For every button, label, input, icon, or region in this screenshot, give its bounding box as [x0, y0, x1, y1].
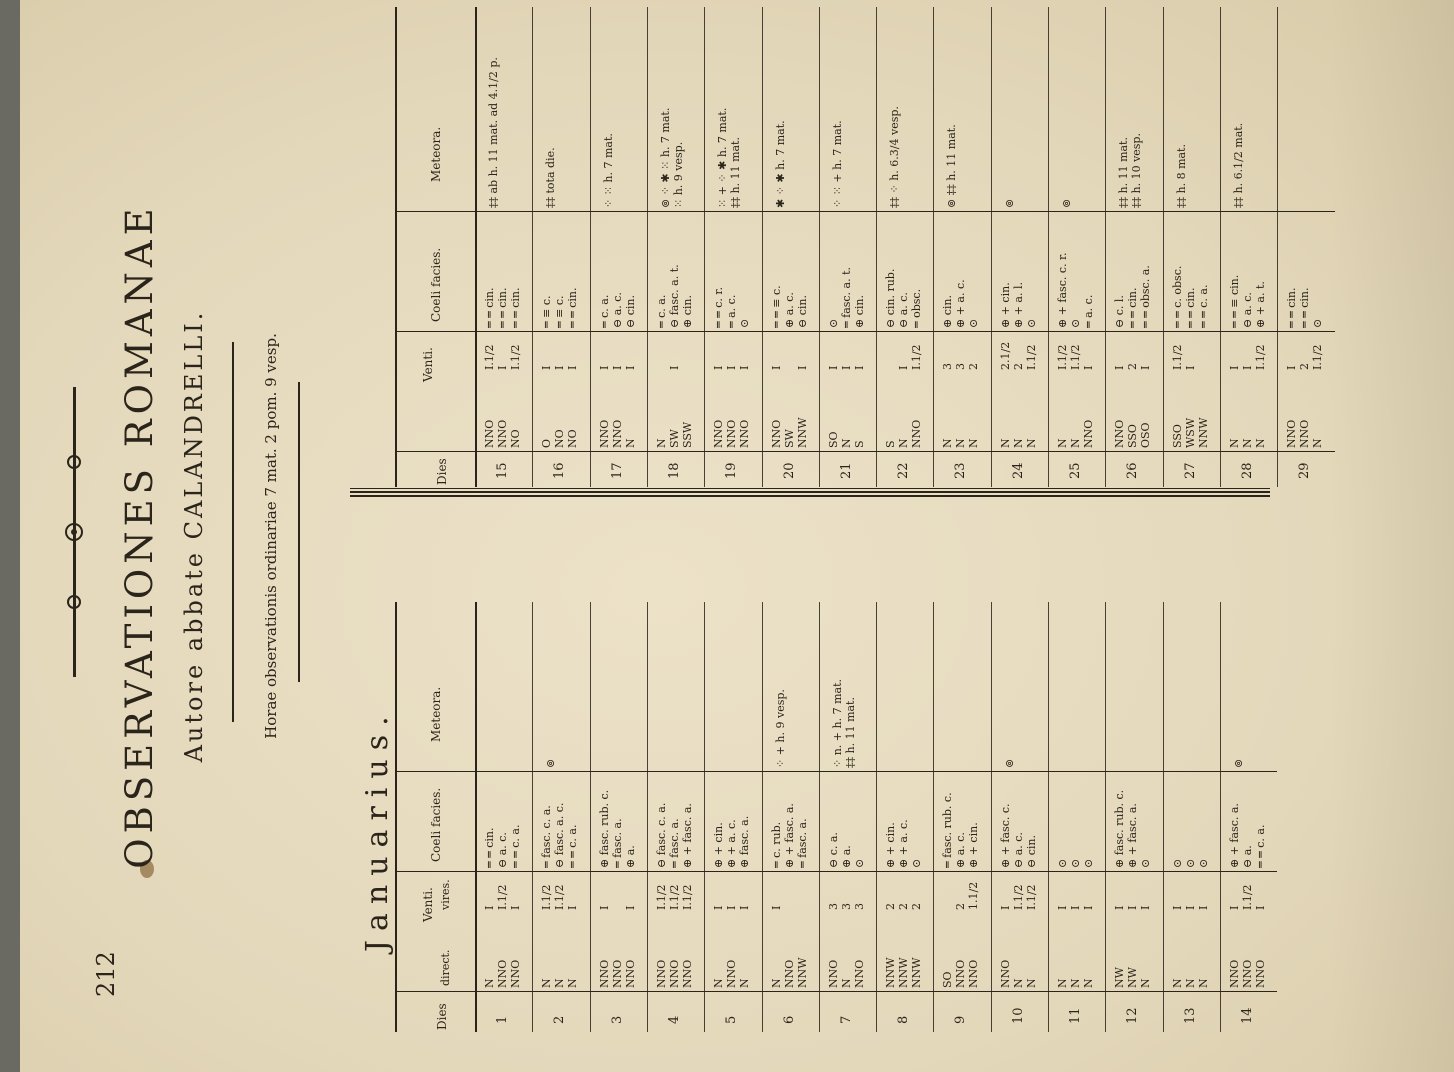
- left-column-rule: [395, 991, 1277, 992]
- right-wind-strength: I I I: [712, 365, 752, 370]
- page-title: OBSERVATIONES ROMANAE: [118, 203, 161, 869]
- right-sky-state: ═ ═ cin. ═ ═ cin. ═ ═ cin.: [483, 287, 522, 328]
- right-day-number: 21: [838, 462, 854, 479]
- right-day-number: 28: [1239, 462, 1255, 479]
- right-wind-direction: NNO SSO OSO: [1113, 419, 1153, 448]
- left-header-vires: vires.: [439, 879, 452, 910]
- center-double-rule-c: [350, 488, 1270, 489]
- right-row-rule: [704, 7, 705, 487]
- right-wind-strength: I I.1/2: [897, 344, 924, 370]
- left-wind-strength: I I I: [712, 905, 752, 910]
- left-header-dies: Dies: [435, 1003, 449, 1030]
- left-wind-direction: N NNO N: [712, 959, 752, 988]
- right-wind-strength: I.1/2 I: [1170, 344, 1197, 370]
- left-sky-state: ═ fasc. c. a. ⊖ fasc. a. c. ═ ═ c. a.: [540, 802, 580, 868]
- right-header-dies: Dies: [435, 458, 449, 485]
- center-double-rule-a: [350, 495, 1270, 497]
- right-day-number: 16: [552, 462, 568, 479]
- right-wind-direction: N N N: [941, 438, 981, 448]
- right-meteora: ‡‡ ⁘ h. 6.3/4 vesp.: [888, 106, 902, 208]
- right-wind-strength: 3 3 2: [941, 363, 981, 370]
- right-sky-state: ═ ≡ c. ═ ≡ c. ═ ═ cin.: [540, 287, 580, 328]
- left-row-rule: [1220, 602, 1221, 1032]
- left-row-rule: [933, 602, 934, 1032]
- left-header-top-rule: [395, 602, 397, 1032]
- left-meteora: ⁘ + h. 9 vesp.: [773, 689, 787, 768]
- right-day-number: 17: [609, 462, 625, 479]
- right-sky-state: ⊙ ═ fasc. a. t. ⊕ cin.: [826, 266, 866, 328]
- right-wind-direction: N SW SSW: [654, 421, 694, 448]
- left-row-rule: [1105, 602, 1106, 1032]
- right-row-rule: [1220, 7, 1221, 487]
- left-wind-strength: I I I: [1056, 905, 1095, 910]
- right-wind-direction: N N NNO: [1056, 419, 1095, 448]
- right-wind-strength: 2.1/2 2 I.1/2: [998, 341, 1038, 370]
- right-sky-state: ═ ═ ≡ c. ⊕ a. c. ⊖ cin.: [769, 285, 809, 328]
- left-wind-strength: I.1/2 I.1/2 I.1/2: [654, 884, 694, 910]
- right-wind-strength: I I I.1/2: [1227, 344, 1267, 370]
- right-wind-strength: I 2 I.1/2: [1285, 344, 1325, 370]
- right-wind-strength: I I I: [597, 365, 637, 370]
- left-row-rule: [762, 602, 763, 1032]
- right-sky-state: ═ c. a. ⊖ fasc. a. t. ⊕ cin.: [654, 264, 694, 328]
- left-wind-strength: I: [769, 905, 783, 910]
- left-wind-strength: I I.1/2 I.1/2: [998, 884, 1038, 910]
- right-sky-state: ═ c. a. ⊖ a. c. ⊖ cin.: [597, 292, 637, 328]
- right-wind-strength: I: [667, 365, 681, 370]
- left-wind-strength: I I I: [1113, 905, 1153, 910]
- left-header-meteora: Meteora.: [429, 686, 443, 742]
- left-sky-state: ⊕ + cin. ⊕ + a. c. ⊙: [884, 819, 924, 868]
- right-row-rule: [1048, 7, 1049, 487]
- right-wind-direction: NNO NNO N: [1285, 419, 1325, 448]
- left-wind-direction: SO NNO NNO: [941, 959, 981, 988]
- right-row-rule: [532, 7, 533, 487]
- right-meteora: ⊚ ⁘ ✱ ⁙ h. 7 mat. ⁙ h. 9 vesp.: [658, 107, 685, 208]
- left-row-rule: [1163, 602, 1164, 1032]
- right-wind-direction: NNO NNO NNO: [712, 419, 752, 448]
- center-double-rule-b: [350, 491, 1270, 493]
- right-wind-strength: I I I: [540, 365, 580, 370]
- right-wind-direction: SO N S: [826, 431, 866, 448]
- right-column-rule: [395, 331, 1335, 332]
- right-meteora: ⊚: [1002, 198, 1016, 208]
- left-header-bottom-rule: [475, 602, 477, 1032]
- right-meteora: ‡‡ tota die.: [544, 147, 558, 208]
- right-wind-direction: NNO NNO NO: [483, 419, 522, 448]
- left-row-rule: [819, 602, 820, 1032]
- left-day-number: 3: [609, 1015, 625, 1024]
- rule-under-hours: [298, 382, 300, 682]
- left-day-number: 5: [724, 1015, 740, 1024]
- right-wind-direction: NNO SW NNW: [769, 417, 809, 448]
- left-wind-direction: N NNO NNO: [483, 959, 522, 988]
- left-wind-direction: N N N: [540, 978, 580, 988]
- left-wind-direction: NNO NNO NNO: [597, 959, 637, 988]
- right-wind-strength: I.1/2 I I.1/2: [483, 344, 522, 370]
- right-row-rule: [1105, 7, 1106, 487]
- right-sky-state: ⊖ cin. rub. ⊖ a. c. ═ obsc.: [884, 268, 924, 328]
- left-wind-direction: NNW NNW NNW: [884, 957, 924, 988]
- left-day-number: 8: [896, 1015, 912, 1024]
- right-wind-direction: O NO NO: [540, 429, 580, 448]
- right-column-rule: [395, 211, 1335, 212]
- right-row-rule: [991, 7, 992, 487]
- right-row-rule: [1163, 7, 1164, 487]
- left-row-rule: [1048, 602, 1049, 1032]
- left-wind-direction: NW NW N: [1113, 967, 1153, 988]
- right-sky-state: ⊕ + cin. ⊕ + a. l. ⊙: [998, 282, 1038, 328]
- right-header-meteora: Meteora.: [429, 126, 443, 182]
- left-day-number: 14: [1239, 1007, 1255, 1024]
- left-sky-state: ═ ═ cin. ⊖ a. c. ═ ═ c. a.: [483, 824, 522, 868]
- right-row-rule: [647, 7, 648, 487]
- left-wind-direction: NNO NNO NNO: [654, 959, 694, 988]
- month-heading: Januarius.: [360, 707, 395, 952]
- right-wind-direction: NNO NNO N: [597, 419, 637, 448]
- right-wind-direction: N N N: [1227, 438, 1267, 448]
- left-sky-state: ⊕ + fasc. a. ⊖ a. ═ ═ c. a.: [1227, 803, 1267, 868]
- right-meteora: ‡‡ h. 6.1/2 mat.: [1231, 122, 1245, 208]
- left-wind-strength: I I.1/2 I: [483, 884, 522, 910]
- right-day-number: 22: [896, 462, 912, 479]
- left-wind-strength: 2 1.1/2: [954, 881, 981, 910]
- left-wind-direction: N N N: [1170, 978, 1210, 988]
- right-meteora: ✱ ⁘ ✱ h. 7 mat.: [773, 120, 787, 208]
- right-header-top-rule: [395, 7, 397, 487]
- left-sky-state: ⊕ + cin. ⊕ + a. c. ⊕ fasc. a.: [712, 815, 752, 868]
- left-meteora: ⊚: [1002, 758, 1016, 768]
- left-row-rule: [532, 602, 533, 1032]
- right-day-number: 29: [1297, 462, 1313, 479]
- right-meteora: ‡‡ h. 11 mat. ‡‡ h. 10 vesp.: [1117, 133, 1144, 208]
- right-day-number: 27: [1182, 462, 1198, 479]
- left-sky-state: ⊕ + fasc. c. ⊖ a. c. ⊖ cin.: [998, 803, 1038, 868]
- left-column-rule: [395, 871, 1277, 872]
- left-sky-state: ⊙ ⊙ ⊙: [1170, 858, 1210, 868]
- left-sky-state: ⊙ ⊙ ⊙: [1056, 858, 1095, 868]
- left-row-rule: [647, 602, 648, 1032]
- left-meteora: ⊚: [544, 758, 558, 768]
- right-day-number: 26: [1125, 462, 1141, 479]
- right-sky-state: ═ ═ c. r. ═ a. c. ⊙: [712, 287, 752, 328]
- right-row-rule: [762, 7, 763, 487]
- left-sky-state: ═ fasc. rub. c. ⊕ a. c. ⊕ + cin.: [941, 792, 981, 868]
- right-header-bottom-rule: [475, 7, 477, 487]
- left-row-rule: [876, 602, 877, 1032]
- right-sky-state: ═ ═ c. obsc. ═ ═ cin. ═ ═ c. a.: [1170, 265, 1210, 328]
- right-day-number: 19: [724, 462, 740, 479]
- left-sky-state: ⊕ fasc. rub. c. ⊕ + fasc. a. ⊙: [1113, 789, 1153, 868]
- left-sky-state: ⊖ c. a. ⊕ a. ⊙: [826, 832, 866, 868]
- observation-hours: Horae observationis ordinariae 7 mat. 2 pom. 9 vesp.: [262, 333, 280, 739]
- left-day-number: 2: [552, 1015, 568, 1024]
- left-wind-direction: N NNO NNW: [769, 957, 809, 988]
- right-wind-strength: I.1/2 I.1/2 I: [1056, 344, 1095, 370]
- left-day-number: 9: [953, 1015, 969, 1024]
- left-day-number: 12: [1125, 1007, 1141, 1024]
- left-day-number: 13: [1182, 1007, 1198, 1024]
- right-meteora: ‡‡ h. 8 mat.: [1174, 144, 1188, 208]
- right-sky-state: ⊕ cin. ⊕ + a. c. ⊙: [941, 279, 981, 328]
- left-sky-state: ⊖ fasc. c. a. ═ fasc. a. ⊕ + fasc. a.: [654, 802, 694, 868]
- left-row-rule: [590, 602, 591, 1032]
- right-day-number: 24: [1010, 462, 1026, 479]
- left-wind-strength: I.1/2 I.1/2 I: [540, 884, 580, 910]
- left-wind-strength: 3 3 3: [826, 903, 866, 910]
- right-column-rule: [395, 451, 1335, 452]
- right-wind-direction: SSO WSW NNW: [1170, 417, 1210, 448]
- left-wind-strength: 2 2 2: [884, 903, 924, 910]
- left-day-number: 4: [666, 1015, 682, 1024]
- right-wind-direction: N N N: [998, 438, 1038, 448]
- left-day-number: 7: [838, 1015, 854, 1024]
- right-row-rule: [876, 7, 877, 487]
- rule-under-author: [232, 342, 234, 722]
- right-wind-strength: I I: [769, 365, 809, 370]
- left-meteora: ⁘ n. + h. 7 mat. ‡‡ h. 11 mat.: [830, 679, 857, 768]
- right-wind-strength: I I I: [826, 365, 866, 370]
- right-sky-state: ⊕ + fasc. c. r. ⊙ ═ a. c.: [1056, 252, 1095, 328]
- left-header-direct: direct.: [439, 949, 452, 986]
- right-row-rule: [819, 7, 820, 487]
- left-header-coeli: Coeli facies.: [429, 787, 443, 862]
- right-day-number: 25: [1068, 462, 1083, 479]
- right-meteora: ⊚ ‡‡ h. 11 mat.: [945, 124, 959, 208]
- author-line: Autore abbate CALANDRELLI.: [180, 309, 208, 763]
- page-number: 212: [92, 951, 120, 997]
- right-meteora: ⊚: [1060, 198, 1073, 208]
- left-day-number: 1: [495, 1015, 510, 1024]
- right-row-rule: [590, 7, 591, 487]
- left-day-number: 11: [1068, 1007, 1083, 1024]
- right-sky-state: ═ ═ cin. ═ ═ cin. ⊙: [1285, 287, 1325, 328]
- left-day-number: 10: [1010, 1007, 1026, 1024]
- right-meteora: ⁙ + ⁘ ✱ h. 7 mat. ‡‡ h. 11 mat.: [716, 107, 743, 208]
- left-row-rule: [991, 602, 992, 1032]
- left-column-rule: [395, 771, 1277, 772]
- right-day-number: 18: [666, 462, 682, 479]
- right-row-rule: [1277, 7, 1278, 487]
- left-wind-direction: NNO N NNO: [826, 959, 866, 988]
- left-wind-direction: NNO NNO NNO: [1227, 959, 1267, 988]
- right-wind-strength: I 2 I: [1113, 363, 1153, 370]
- left-wind-direction: N N N: [1056, 978, 1095, 988]
- left-sky-state: ═ c. rub. ⊕ + fasc. a. ═ fasc. a.: [769, 803, 809, 868]
- right-header-coeli: Coeli facies.: [429, 247, 443, 322]
- right-wind-direction: S N NNO: [884, 419, 924, 448]
- right-header-venti: Venti.: [421, 347, 435, 382]
- right-day-number: 20: [781, 462, 797, 479]
- left-meteora: ⊚: [1231, 758, 1245, 768]
- fleuron-ornament: [62, 382, 88, 682]
- left-row-rule: [704, 602, 705, 1032]
- right-day-number: 15: [495, 462, 510, 479]
- right-meteora: ‡‡ ab h. 11 mat. ad 4.1/2 p.: [487, 57, 500, 208]
- right-meteora: ⁘ ⁙ + h. 7 mat.: [830, 120, 844, 208]
- right-sky-state: ═ ═ ≡ cin. ⊖ a. c. ⊕ + a. t.: [1227, 274, 1267, 328]
- left-day-number: 6: [781, 1015, 797, 1024]
- left-header-venti: Venti.: [421, 887, 435, 922]
- right-day-number: 23: [953, 462, 969, 479]
- right-meteora: ⁘ ⁙ h. 7 mat.: [601, 133, 615, 208]
- left-sky-state: ⊕ fasc. rub. c. ═ fasc. a. ⊕ a.: [597, 789, 637, 868]
- left-wind-direction: NNO N N: [998, 959, 1038, 988]
- right-row-rule: [933, 7, 934, 487]
- left-wind-strength: I I.1/2 I: [1227, 884, 1267, 910]
- right-sky-state: ⊖ c. l. ═ ═ cin. ═ ═ obsc. a.: [1113, 265, 1153, 328]
- left-wind-strength: I I I: [1170, 905, 1210, 910]
- left-wind-strength: I I: [597, 905, 637, 910]
